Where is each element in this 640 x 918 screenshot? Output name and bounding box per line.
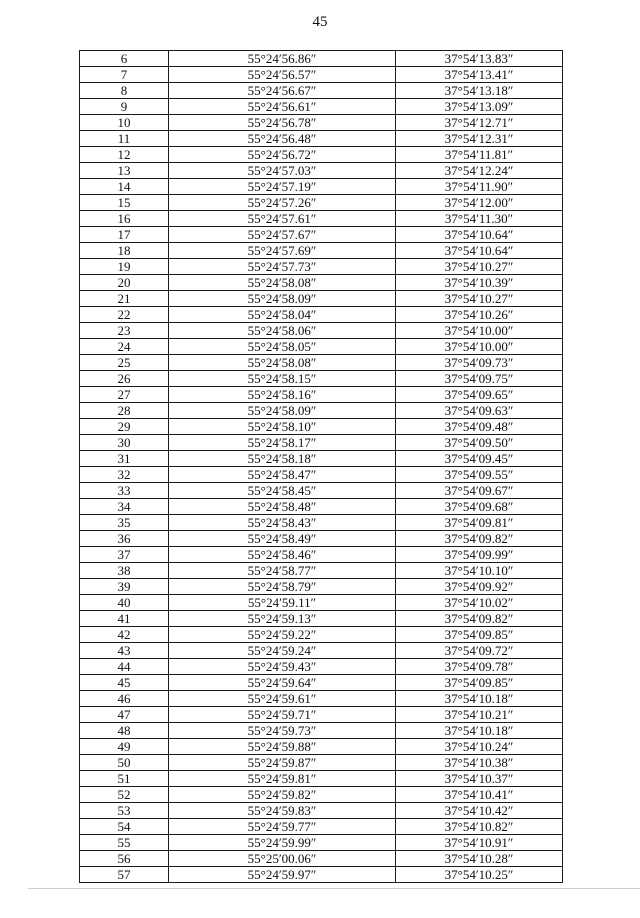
latitude-cell: 55°24′58.05″ xyxy=(169,339,396,355)
latitude-cell: 55°24′58.77″ xyxy=(169,563,396,579)
longitude-cell: 37°54′10.18″ xyxy=(396,691,563,707)
longitude-cell: 37°54′10.42″ xyxy=(396,803,563,819)
point-number-cell: 13 xyxy=(80,163,169,179)
point-number-cell: 19 xyxy=(80,259,169,275)
latitude-cell: 55°24′59.73″ xyxy=(169,723,396,739)
point-number-cell: 33 xyxy=(80,483,169,499)
table-row xyxy=(80,243,563,259)
latitude-cell: 55°24′58.09″ xyxy=(169,291,396,307)
point-number-cell: 36 xyxy=(80,531,169,547)
table-row xyxy=(80,803,563,819)
point-number-cell: 49 xyxy=(80,739,169,755)
coordinates-table-body xyxy=(80,51,563,883)
table-row xyxy=(80,851,563,867)
point-number-cell: 44 xyxy=(80,659,169,675)
point-number-cell: 35 xyxy=(80,515,169,531)
table-row xyxy=(80,115,563,131)
table-row xyxy=(80,355,563,371)
point-number-cell: 54 xyxy=(80,819,169,835)
point-number-cell: 9 xyxy=(80,99,169,115)
table-row xyxy=(80,275,563,291)
point-number-cell: 10 xyxy=(80,115,169,131)
latitude-cell: 55°24′59.43″ xyxy=(169,659,396,675)
point-number-cell: 18 xyxy=(80,243,169,259)
table-row xyxy=(80,83,563,99)
latitude-cell: 55°24′58.16″ xyxy=(169,387,396,403)
point-number-cell: 22 xyxy=(80,307,169,323)
table-row xyxy=(80,371,563,387)
point-number-cell: 6 xyxy=(80,51,169,67)
point-number-cell: 43 xyxy=(80,643,169,659)
latitude-cell: 55°24′58.09″ xyxy=(169,403,396,419)
latitude-cell: 55°24′59.81″ xyxy=(169,771,396,787)
table-row xyxy=(80,659,563,675)
longitude-cell: 37°54′09.92″ xyxy=(396,579,563,595)
longitude-cell: 37°54′10.02″ xyxy=(396,595,563,611)
latitude-cell: 55°24′59.11″ xyxy=(169,595,396,611)
latitude-cell: 55°24′57.26″ xyxy=(169,195,396,211)
latitude-cell: 55°24′58.08″ xyxy=(169,275,396,291)
point-number-cell: 28 xyxy=(80,403,169,419)
coordinates-table xyxy=(79,50,563,883)
table-row xyxy=(80,99,563,115)
point-number-cell: 47 xyxy=(80,707,169,723)
table-row xyxy=(80,51,563,67)
longitude-cell: 37°54′10.64″ xyxy=(396,227,563,243)
point-number-cell: 20 xyxy=(80,275,169,291)
longitude-cell: 37°54′10.10″ xyxy=(396,563,563,579)
point-number-cell: 55 xyxy=(80,835,169,851)
latitude-cell: 55°24′59.99″ xyxy=(169,835,396,851)
point-number-cell: 16 xyxy=(80,211,169,227)
longitude-cell: 37°54′12.71″ xyxy=(396,115,563,131)
table-row xyxy=(80,627,563,643)
latitude-cell: 55°24′58.47″ xyxy=(169,467,396,483)
longitude-cell: 37°54′10.00″ xyxy=(396,339,563,355)
longitude-cell: 37°54′09.65″ xyxy=(396,387,563,403)
point-number-cell: 17 xyxy=(80,227,169,243)
latitude-cell: 55°24′57.69″ xyxy=(169,243,396,259)
longitude-cell: 37°54′10.28″ xyxy=(396,851,563,867)
point-number-cell: 8 xyxy=(80,83,169,99)
table-row xyxy=(80,723,563,739)
table-row xyxy=(80,307,563,323)
longitude-cell: 37°54′09.72″ xyxy=(396,643,563,659)
latitude-cell: 55°24′56.57″ xyxy=(169,67,396,83)
latitude-cell: 55°24′56.86″ xyxy=(169,51,396,67)
point-number-cell: 11 xyxy=(80,131,169,147)
longitude-cell: 37°54′10.39″ xyxy=(396,275,563,291)
table-row xyxy=(80,595,563,611)
table-row xyxy=(80,323,563,339)
longitude-cell: 37°54′10.21″ xyxy=(396,707,563,723)
latitude-cell: 55°24′59.77″ xyxy=(169,819,396,835)
latitude-cell: 55°24′59.97″ xyxy=(169,867,396,883)
latitude-cell: 55°24′58.48″ xyxy=(169,499,396,515)
point-number-cell: 37 xyxy=(80,547,169,563)
latitude-cell: 55°24′59.87″ xyxy=(169,755,396,771)
table-row xyxy=(80,467,563,483)
point-number-cell: 39 xyxy=(80,579,169,595)
table-row xyxy=(80,195,563,211)
point-number-cell: 32 xyxy=(80,467,169,483)
table-row xyxy=(80,707,563,723)
point-number-cell: 7 xyxy=(80,67,169,83)
point-number-cell: 26 xyxy=(80,371,169,387)
point-number-cell: 15 xyxy=(80,195,169,211)
longitude-cell: 37°54′13.41″ xyxy=(396,67,563,83)
point-number-cell: 42 xyxy=(80,627,169,643)
longitude-cell: 37°54′09.67″ xyxy=(396,483,563,499)
table-row xyxy=(80,755,563,771)
point-number-cell: 30 xyxy=(80,435,169,451)
longitude-cell: 37°54′09.85″ xyxy=(396,675,563,691)
table-row xyxy=(80,739,563,755)
longitude-cell: 37°54′09.82″ xyxy=(396,531,563,547)
table-row xyxy=(80,515,563,531)
latitude-cell: 55°24′57.67″ xyxy=(169,227,396,243)
latitude-cell: 55°24′58.49″ xyxy=(169,531,396,547)
point-number-cell: 57 xyxy=(80,867,169,883)
point-number-cell: 14 xyxy=(80,179,169,195)
table-row xyxy=(80,563,563,579)
table-row xyxy=(80,259,563,275)
latitude-cell: 55°24′57.73″ xyxy=(169,259,396,275)
longitude-cell: 37°54′10.91″ xyxy=(396,835,563,851)
table-row xyxy=(80,403,563,419)
longitude-cell: 37°54′10.82″ xyxy=(396,819,563,835)
longitude-cell: 37°54′10.38″ xyxy=(396,755,563,771)
latitude-cell: 55°25′00.06″ xyxy=(169,851,396,867)
longitude-cell: 37°54′11.30″ xyxy=(396,211,563,227)
point-number-cell: 50 xyxy=(80,755,169,771)
latitude-cell: 55°24′58.17″ xyxy=(169,435,396,451)
latitude-cell: 55°24′59.71″ xyxy=(169,707,396,723)
latitude-cell: 55°24′56.61″ xyxy=(169,99,396,115)
latitude-cell: 55°24′57.03″ xyxy=(169,163,396,179)
latitude-cell: 55°24′59.24″ xyxy=(169,643,396,659)
point-number-cell: 52 xyxy=(80,787,169,803)
point-number-cell: 48 xyxy=(80,723,169,739)
longitude-cell: 37°54′10.64″ xyxy=(396,243,563,259)
table-row xyxy=(80,163,563,179)
latitude-cell: 55°24′58.46″ xyxy=(169,547,396,563)
latitude-cell: 55°24′58.45″ xyxy=(169,483,396,499)
page-bottom-rule xyxy=(28,888,640,889)
point-number-cell: 31 xyxy=(80,451,169,467)
latitude-cell: 55°24′58.04″ xyxy=(169,307,396,323)
longitude-cell: 37°54′10.24″ xyxy=(396,739,563,755)
table-row xyxy=(80,387,563,403)
table-row xyxy=(80,67,563,83)
point-number-cell: 38 xyxy=(80,563,169,579)
latitude-cell: 55°24′59.64″ xyxy=(169,675,396,691)
point-number-cell: 29 xyxy=(80,419,169,435)
point-number-cell: 51 xyxy=(80,771,169,787)
longitude-cell: 37°54′10.26″ xyxy=(396,307,563,323)
table-row xyxy=(80,867,563,883)
point-number-cell: 34 xyxy=(80,499,169,515)
point-number-cell: 24 xyxy=(80,339,169,355)
longitude-cell: 37°54′13.09″ xyxy=(396,99,563,115)
table-row xyxy=(80,451,563,467)
point-number-cell: 41 xyxy=(80,611,169,627)
longitude-cell: 37°54′13.83″ xyxy=(396,51,563,67)
latitude-cell: 55°24′56.72″ xyxy=(169,147,396,163)
longitude-cell: 37°54′12.24″ xyxy=(396,163,563,179)
table-row xyxy=(80,579,563,595)
latitude-cell: 55°24′56.78″ xyxy=(169,115,396,131)
point-number-cell: 12 xyxy=(80,147,169,163)
latitude-cell: 55°24′59.83″ xyxy=(169,803,396,819)
point-number-cell: 53 xyxy=(80,803,169,819)
point-number-cell: 46 xyxy=(80,691,169,707)
table-row xyxy=(80,291,563,307)
latitude-cell: 55°24′59.13″ xyxy=(169,611,396,627)
longitude-cell: 37°54′12.31″ xyxy=(396,131,563,147)
latitude-cell: 55°24′59.22″ xyxy=(169,627,396,643)
point-number-cell: 56 xyxy=(80,851,169,867)
point-number-cell: 45 xyxy=(80,675,169,691)
table-row xyxy=(80,691,563,707)
longitude-cell: 37°54′09.45″ xyxy=(396,451,563,467)
longitude-cell: 37°54′09.73″ xyxy=(396,355,563,371)
table-row xyxy=(80,819,563,835)
table-row xyxy=(80,675,563,691)
table-row xyxy=(80,419,563,435)
longitude-cell: 37°54′11.81″ xyxy=(396,147,563,163)
longitude-cell: 37°54′09.48″ xyxy=(396,419,563,435)
longitude-cell: 37°54′10.18″ xyxy=(396,723,563,739)
table-row xyxy=(80,787,563,803)
longitude-cell: 37°54′10.41″ xyxy=(396,787,563,803)
table-row xyxy=(80,483,563,499)
latitude-cell: 55°24′59.88″ xyxy=(169,739,396,755)
longitude-cell: 37°54′09.75″ xyxy=(396,371,563,387)
point-number-cell: 25 xyxy=(80,355,169,371)
longitude-cell: 37°54′09.82″ xyxy=(396,611,563,627)
latitude-cell: 55°24′58.06″ xyxy=(169,323,396,339)
point-number-cell: 21 xyxy=(80,291,169,307)
latitude-cell: 55°24′56.48″ xyxy=(169,131,396,147)
table-row xyxy=(80,179,563,195)
latitude-cell: 55°24′58.08″ xyxy=(169,355,396,371)
table-row xyxy=(80,499,563,515)
longitude-cell: 37°54′09.99″ xyxy=(396,547,563,563)
longitude-cell: 37°54′10.27″ xyxy=(396,291,563,307)
longitude-cell: 37°54′09.85″ xyxy=(396,627,563,643)
longitude-cell: 37°54′10.37″ xyxy=(396,771,563,787)
table-row xyxy=(80,147,563,163)
latitude-cell: 55°24′58.43″ xyxy=(169,515,396,531)
latitude-cell: 55°24′59.82″ xyxy=(169,787,396,803)
table-row xyxy=(80,835,563,851)
longitude-cell: 37°54′10.00″ xyxy=(396,323,563,339)
table-row xyxy=(80,435,563,451)
latitude-cell: 55°24′57.19″ xyxy=(169,179,396,195)
longitude-cell: 37°54′09.68″ xyxy=(396,499,563,515)
latitude-cell: 55°24′57.61″ xyxy=(169,211,396,227)
table-row xyxy=(80,339,563,355)
longitude-cell: 37°54′11.90″ xyxy=(396,179,563,195)
longitude-cell: 37°54′10.27″ xyxy=(396,259,563,275)
longitude-cell: 37°54′13.18″ xyxy=(396,83,563,99)
longitude-cell: 37°54′12.00″ xyxy=(396,195,563,211)
table-row xyxy=(80,531,563,547)
latitude-cell: 55°24′56.67″ xyxy=(169,83,396,99)
point-number-cell: 23 xyxy=(80,323,169,339)
latitude-cell: 55°24′58.15″ xyxy=(169,371,396,387)
longitude-cell: 37°54′10.25″ xyxy=(396,867,563,883)
latitude-cell: 55°24′59.61″ xyxy=(169,691,396,707)
table-row xyxy=(80,611,563,627)
latitude-cell: 55°24′58.18″ xyxy=(169,451,396,467)
longitude-cell: 37°54′09.78″ xyxy=(396,659,563,675)
longitude-cell: 37°54′09.63″ xyxy=(396,403,563,419)
longitude-cell: 37°54′09.81″ xyxy=(396,515,563,531)
page-number: 45 xyxy=(312,14,328,30)
table-row xyxy=(80,643,563,659)
latitude-cell: 55°24′58.10″ xyxy=(169,419,396,435)
table-row xyxy=(80,227,563,243)
table-row xyxy=(80,211,563,227)
longitude-cell: 37°54′09.50″ xyxy=(396,435,563,451)
table-row xyxy=(80,771,563,787)
latitude-cell: 55°24′58.79″ xyxy=(169,579,396,595)
point-number-cell: 27 xyxy=(80,387,169,403)
table-row xyxy=(80,131,563,147)
longitude-cell: 37°54′09.55″ xyxy=(396,467,563,483)
point-number-cell: 40 xyxy=(80,595,169,611)
table-row xyxy=(80,547,563,563)
